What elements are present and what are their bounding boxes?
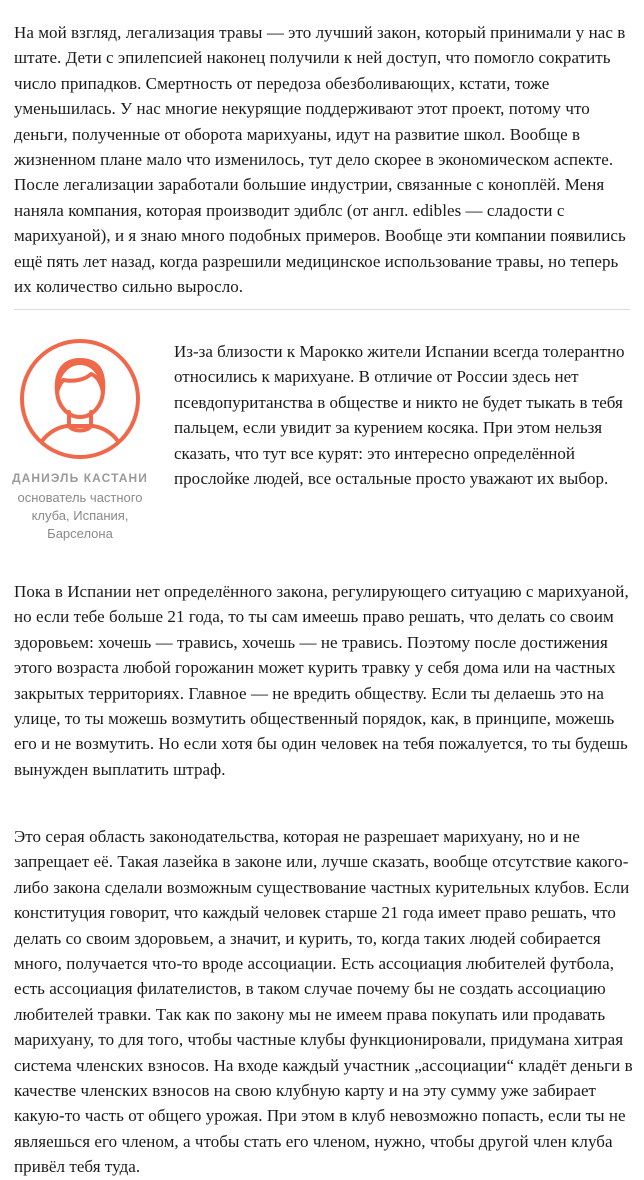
speaker-role: основатель частного клуба, Испания, Барселона <box>17 490 143 541</box>
speaker-card <box>0 336 160 543</box>
intro-paragraph: На мой взгляд, легализация травы — это лучший закон, который принимали у нас в штате. Дети с эпилепсией наконец получили к ней доступ, что помогло сократить число припадков. Смертность от передоза обезболивающих, кстати, тоже уменьшилась. У нас многие некурящие поддерживают этот проект, потому что деньги, полученные от оборота марихуаны, идут на развитие школ. Вообще в жизненном плане мало что изменилось, тут дело скорее в экономическом аспекте. После легализации заработали большие индустрии, связанные с коноплёй. Меня наняла компания, которая производит эдиблс (от англ. edibles — сладости с марихуаной), и я знаю много подобных примеров. Вообще эти компании появились ещё пять лет назад, когда разрешили медицинское использование травы, но теперь их количество сильно выросло. <box>14 23 626 297</box>
body-paragraph: Это серая область законодательства, которая не разрешает марихуану, но и не запрещает её. Такая лазейка в законе или, лучше сказать, вообще отсутствие какого-либо закона сделали возможным существование частных курительных клубов. Если конституция говорит, что каждый человек старше 21 года имеет право решать, что делать со своим здоровьем, а значит, и курить, то, когда таких людей собирается много, получается что-то вроде ассоциации. Есть ассоциация любителей футбола, есть ассоциация филателистов, в таком случае почему бы не создать ассоциацию любителей травки. Так как по закону мы не имеем права покупать или продавать марихуану, то для того, чтобы частные клубы функционировали, придумана хитрая система членских взносов. На входе каждый участник „ассоциации“ кладёт деньги в качестве членских взносов на свою клубную карту и на эту сумму уже забирает какую-то часть от общего урожая. При этом в клуб невозможно попасть, если ты не являешься его членом, а чтобы стать его членом, нужно, чтобы другой член клуба привёл тебя туда. <box>14 827 633 1177</box>
person-outline-icon <box>17 336 143 462</box>
speaker-name: ДАНИЭЛЬ КАСТАНИ <box>11 471 149 485</box>
speaker-quote: Из-за близости к Марокко жители Испании всегда толерантно относились к марихуане. В отличие от России здесь нет псевдопуританства в обществе и никто не будет тыкать в тебя пальцем, если увидит за курением косяка. При этом нельзя сказать, что тут все курят: это интересно определённой прослойке людей, все остальные просто уважают их выбор. <box>174 342 625 489</box>
section-divider <box>14 309 630 310</box>
body-paragraph: Пока в Испании нет определённого закона, регулирующего ситуацию с марихуаной, но если тебе больше 21 года, то ты сам имеешь право решать, что делать со своим здоровьем: хочешь — травись, хочешь — не травись. Поэтому после достижения этого возраста любой горожанин может курить травку у себя дома или на частных закрытых территориях. Главное — не вредить обществу. Если ты делаешь это на улице, то ты можешь возмутить общественный порядок, как, в принципе, можешь его и не возмутить. Но если хотя бы один человек на тебя пожалуется, то ты будешь вынужден выплатить штраф. <box>14 582 629 779</box>
